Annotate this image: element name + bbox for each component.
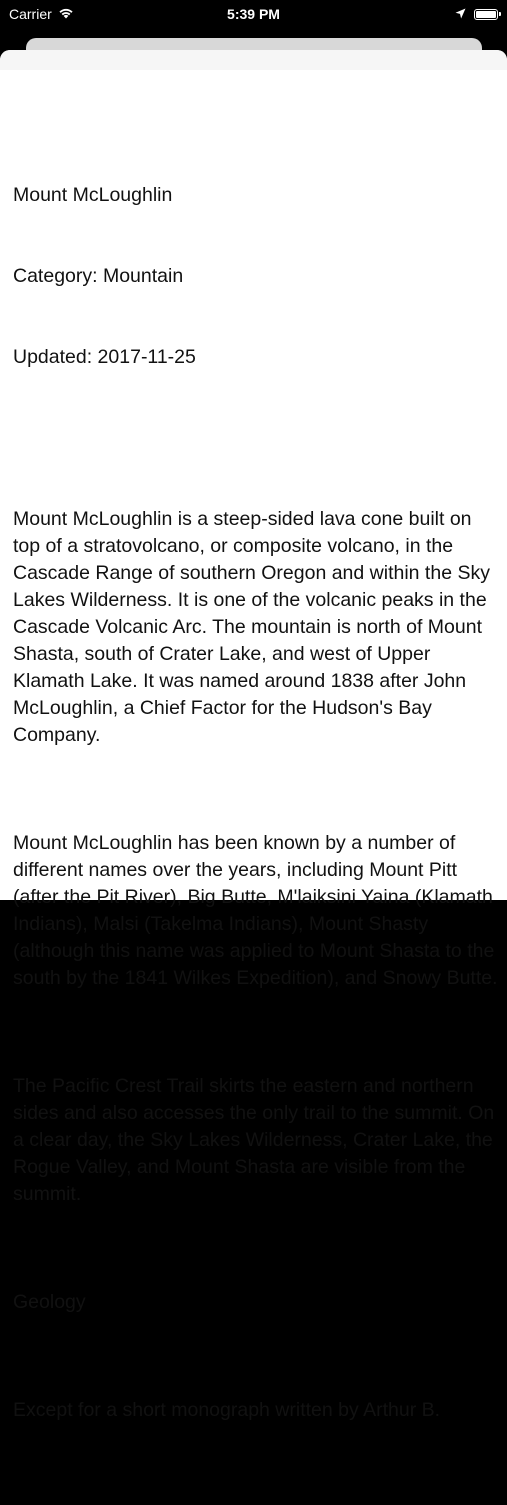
article-meta [13, 128, 498, 425]
article-title: Mount McLoughlin [13, 184, 173, 206]
article-category: Category: Mountain [13, 265, 184, 287]
battery-fill [476, 11, 496, 18]
article-paragraph: Mount McLoughlin is a steep-sided lava cone built on top of a stratovolcano, or composite volcano, in the Cascade Range of southern Oregon and within the Sky Lakes Wilderness. It is one of the volcanic peaks in the Cascade Volcanic Arc. The mountain is north of Mount Shasta, south of Crater Lake, and west of Upper Klamath Lake. It was named around 1838 after John McLoughlin, a Chief Factor for the Hudson's Bay Company. [13, 508, 496, 746]
carrier-label: Carrier [9, 6, 52, 22]
status-bar [0, 0, 507, 30]
status-right [455, 6, 498, 22]
article-text[interactable] [13, 74, 498, 1505]
detail-sheet[interactable] [0, 50, 507, 1421]
article-paragraph: The Pacific Crest Trail skirts the eastern and northern sides and also accesses the only trail to the summit. On a clear day, the Sky Lakes Wilderness, Crater Lake, the Rogue Valley, and Mount Shasta are visible from the summit. [13, 1075, 500, 1205]
location-arrow-icon [455, 6, 466, 22]
article-updated: Updated: 2017-11-25 [13, 346, 196, 368]
article-paragraph: Mount McLoughlin has been known by a number of different names over the years, including Mount Pitt (after the Pit River), Big Butte, M'laiksini Yaina (Klamath Indians), Malsi (Takelma Indians), Mount Shasty (although this name was applied to Mount Shasta to the south by the 1841 Wilkes Expedition), and Snowy Butte. [13, 832, 500, 989]
status-time: 5:39 PM [227, 6, 280, 22]
article-paragraph: Except for a short monograph written by Arthur B. [13, 1399, 441, 1421]
battery-icon [474, 9, 498, 20]
section-heading-geology: Geology [13, 1291, 86, 1313]
sheet-header [0, 50, 507, 70]
